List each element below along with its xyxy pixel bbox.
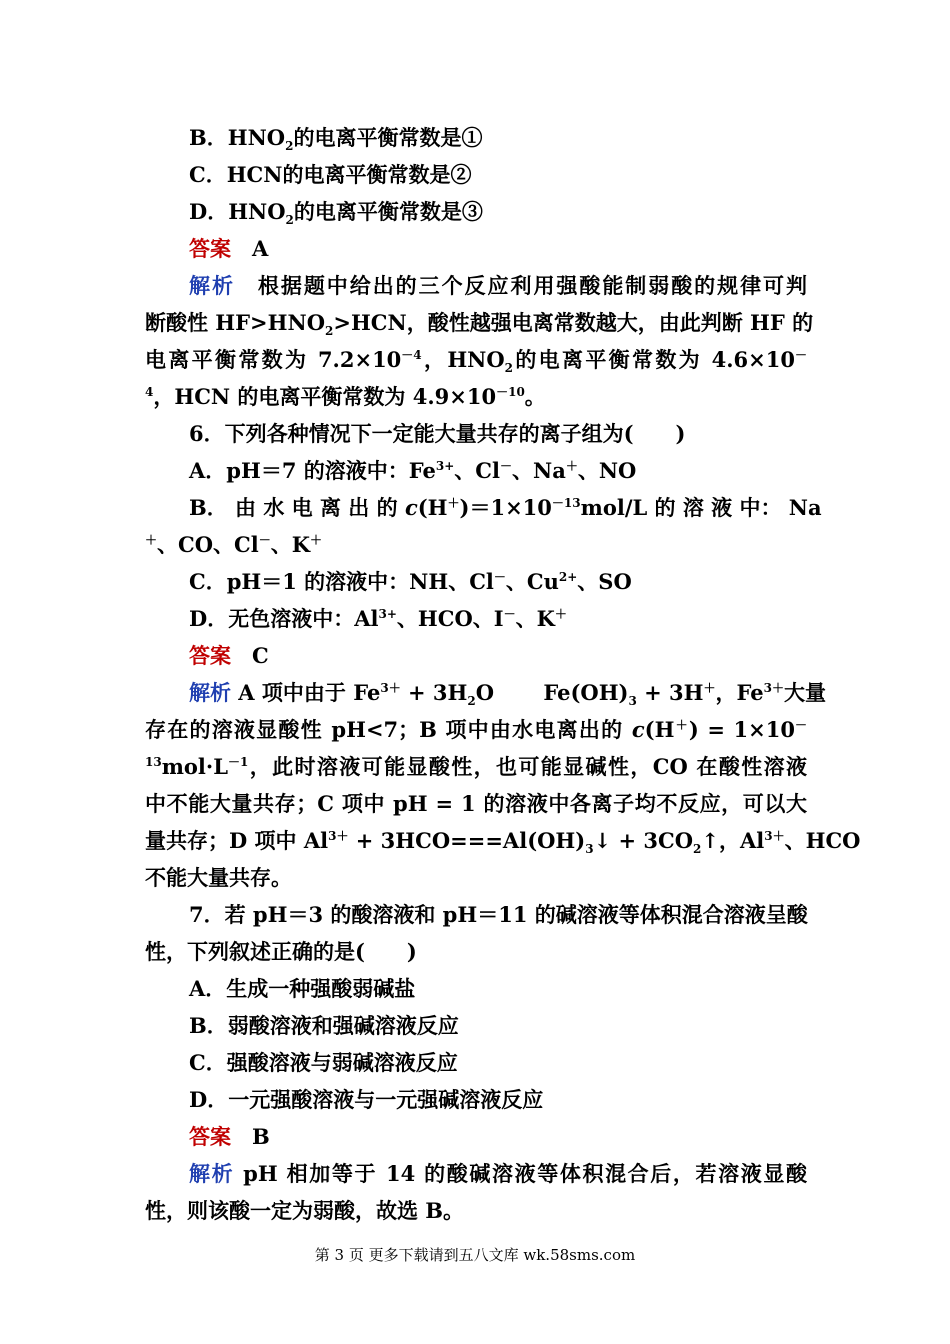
q6-analysis-line-2: 存在的溶液显酸性 pH<7；B 项中由水电离出的 c(H＋) = 1×10－ [145,717,807,742]
answer-label: 答案 [189,643,231,668]
q5-option-c: C．HCN的电离平衡常数是② [189,162,472,187]
q5-analysis-line-4: $^4$，HCN 的电离平衡常数为 $4.9\times 10^{-10}$。 [145,384,546,409]
q7-analysis-line-2: 性，则该酸一定为弱酸，故选 B。 [145,1198,465,1223]
q5-option-b: B．$HNO_2$的电离平衡常数是① [189,125,483,154]
q6-analysis-line-5: 量共存；D 项中 $Al^{3+}$ + $3HCO===Al(OH)_3↓$ + $3CO_2↑$，$Al^{3+}$、HCO [145,828,861,857]
analysis-label: 解析 [189,680,231,705]
analysis-label: 解析 [189,1161,235,1186]
q7-option-c: C．强酸溶液与弱碱溶液反应 [189,1050,458,1075]
answer-value: C [252,643,269,668]
q7-option-d: D．一元强酸溶液与一元强碱溶液反应 [189,1087,544,1112]
answer-label: 答案 [189,236,231,261]
page-footer: 第 3 页 更多下载请到五八文库 wk.58sms.com [314,1246,636,1264]
q7-analysis-line-1: 解析 pH 相加等于 14 的酸碱溶液等体积混合后，若溶液显酸 [189,1161,807,1186]
q6-option-b-line-1: B． 由 水 电 离 出 的 $c(H^+)=1\times 10^{-13}mol/L$ 的 溶 液 中： Na [189,495,822,520]
q7-option-a: A．生成一种强酸弱碱盐 [189,976,416,1001]
q6-option-c: C．pH＝1 的溶液中：NH、Cl－、$Cu^{2+}$、SO [189,569,632,594]
q5-analysis-line-1: 解析 根据题中给出的三个反应利用强酸能制弱酸的规律可判 [189,273,808,298]
q7-stem-line-2: 性，下列叙述正确的是( ) [145,939,417,964]
q6-option-a: A．pH＝7 的溶液中：$Fe^{3+}$、Cl－、Na＋、NO [189,458,637,483]
q6-option-b-line-2: ＋、CO、Cl－、K＋ [145,532,323,557]
q7-answer [189,1119,807,1155]
q5-analysis-line-3: 电离平衡常数为 $7.2\times 10^{-4}$，$HNO_2$的电离平衡常数为 4.6×10－ [145,347,807,376]
q5-option-d: D．$HNO_2$的电离平衡常数是③ [189,199,483,228]
q6-analysis-line-6: 不能大量共存。 [145,865,292,890]
q6-stem: 6．下列各种情况下一定能大量共存的离子组为( ) [189,421,686,446]
answer-value: B [252,1124,270,1149]
analysis-label: 解析 [189,273,235,298]
q6-option-d: D．无色溶液中：$Al^{3+}$、HCO、I－、K＋ [189,606,567,631]
answer-value: A [252,236,269,261]
q5-answer [189,231,807,267]
q7-stem-line-1: 7．若 pH＝3 的酸溶液和 pH＝11 的碱溶液等体积混合溶液呈酸 [189,902,808,927]
q5-analysis-line-2: 断酸性 $HF>HNO_2>HCN$，酸性越强电离常数越大，由此判断 HF 的 [145,310,814,339]
answer-label: 答案 [189,1124,231,1149]
q6-answer [189,638,807,674]
q6-analysis-line-3: $^{13}mol\cdot L^{-1}$，此时溶液可能显酸性，也可能显碱性，CO 在酸性溶液 [145,754,807,779]
q6-analysis-line-4: 中不能大量共存；C 项中 pH = 1 的溶液中各离子均不反应，可以大 [145,791,807,816]
q7-option-b: B．弱酸溶液和强碱溶液反应 [189,1013,459,1038]
q6-analysis-line-1: 解析 A 项中由于 $Fe^{3+} + 3H_2O$ $Fe(OH)_3 + 3H^+$，$Fe^{3+}$大量 [189,680,827,709]
